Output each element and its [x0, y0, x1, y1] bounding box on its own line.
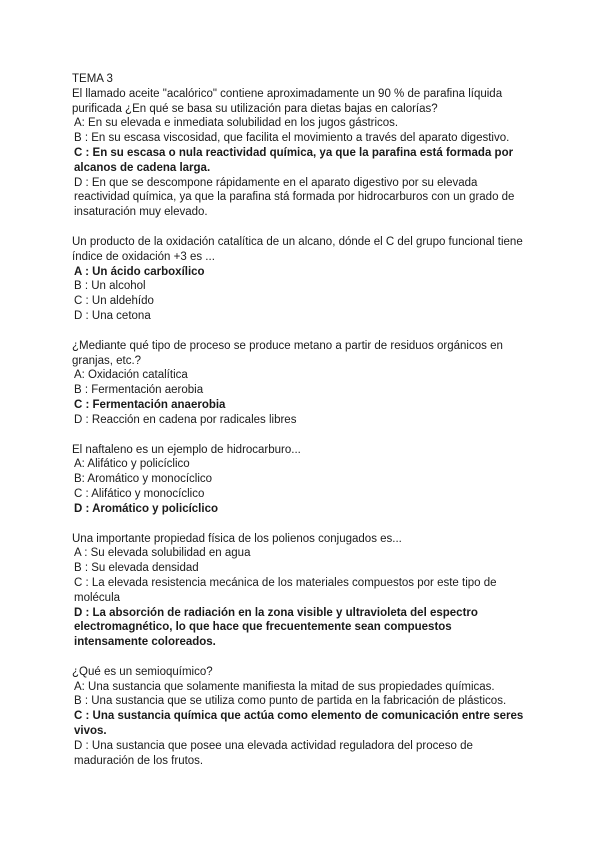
option-b: B : Un alcohol	[74, 280, 146, 293]
question-block-6	[72, 665, 528, 769]
option-a: A : Su elevada solubilidad en agua	[74, 547, 251, 560]
option-a: A: Alifático y policíclico	[74, 458, 190, 471]
question-text: ¿Mediante qué tipo de proceso se produce metano a partir de residuos orgánicos en granjas, etc.?	[72, 339, 503, 367]
option-d-correct: D : Aromático y policíclico	[74, 502, 218, 515]
option-b: B : Su elevada densidad	[74, 562, 199, 575]
question-block-1	[72, 87, 528, 220]
option-b: B : Fermentación aerobia	[74, 384, 204, 397]
option-a-correct: A : Un ácido carboxílico	[74, 265, 205, 278]
option-d: D : Reacción en cadena por radicales libres	[74, 413, 297, 426]
option-c-correct: C : En su escasa o nula reactividad química, ya que la parafina está formada por alcanos de cadena larga.	[74, 146, 514, 174]
option-c-correct: C : Una sustancia química que actúa como elemento de comunicación entre seres vivos.	[74, 710, 524, 738]
question-block-5	[72, 532, 528, 650]
option-b: B : Una sustancia que se utiliza como punto de partida en la fabricación de plásticos.	[74, 695, 507, 708]
option-d-correct: D : La absorción de radiación en la zona visible y ultravioleta del espectro electromagnético, lo que hace que frecuentemente sean compuestos intensamente coloreados.	[74, 606, 478, 649]
option-c: C : Alifático y monocíclico	[74, 487, 205, 500]
option-c: C : Un aldehído	[74, 295, 154, 308]
question-text: El llamado aceite "acalórico" contiene aproximadamente un 90 % de parafina líquida purificada ¿En qué se basa su utilización para dietas bajas en calorías?	[72, 87, 503, 115]
option-d: D : Una sustancia que posee una elevada actividad reguladora del proceso de maduración de los frutos.	[74, 739, 473, 767]
question-text: Un producto de la oxidación catalítica de un alcano, dónde el C del grupo funcional tiene índice de oxidación +3 es ...	[72, 235, 523, 263]
question-block-4	[72, 443, 528, 517]
option-a: A: En su elevada e inmediata solubilidad en los jugos gástricos.	[74, 117, 399, 130]
question-block-2	[72, 235, 528, 324]
question-text: El naftaleno es un ejemplo de hidrocarburo...	[72, 443, 301, 456]
question-text: Una importante propiedad física de los polienos conjugados es...	[72, 532, 402, 545]
option-b: B : En su escasa viscosidad, que facilita el movimiento a través del aparato digestivo.	[74, 132, 510, 145]
option-b: B: Aromático y monocíclico	[74, 473, 213, 486]
document-title: TEMA 3	[72, 73, 113, 85]
option-c-correct: C : Fermentación anaerobia	[74, 398, 226, 411]
option-d: D : Una cetona	[74, 309, 151, 322]
option-a: A: Una sustancia que solamente manifiesta la mitad de sus propiedades químicas.	[74, 680, 495, 693]
question-text: ¿Qué es un semioquímico?	[72, 665, 213, 678]
option-d: D : En que se descompone rápidamente en el aparato digestivo por su elevada reactividad química, ya que la parafina stá formada por hidrocarburos con un grado de insaturación muy elevado.	[74, 176, 515, 219]
question-block-3	[72, 339, 528, 428]
option-c: C : La elevada resistencia mecánica de los materiales compuestos por este tipo de molécula	[74, 576, 497, 604]
option-a: A: Oxidación catalítica	[74, 369, 188, 382]
